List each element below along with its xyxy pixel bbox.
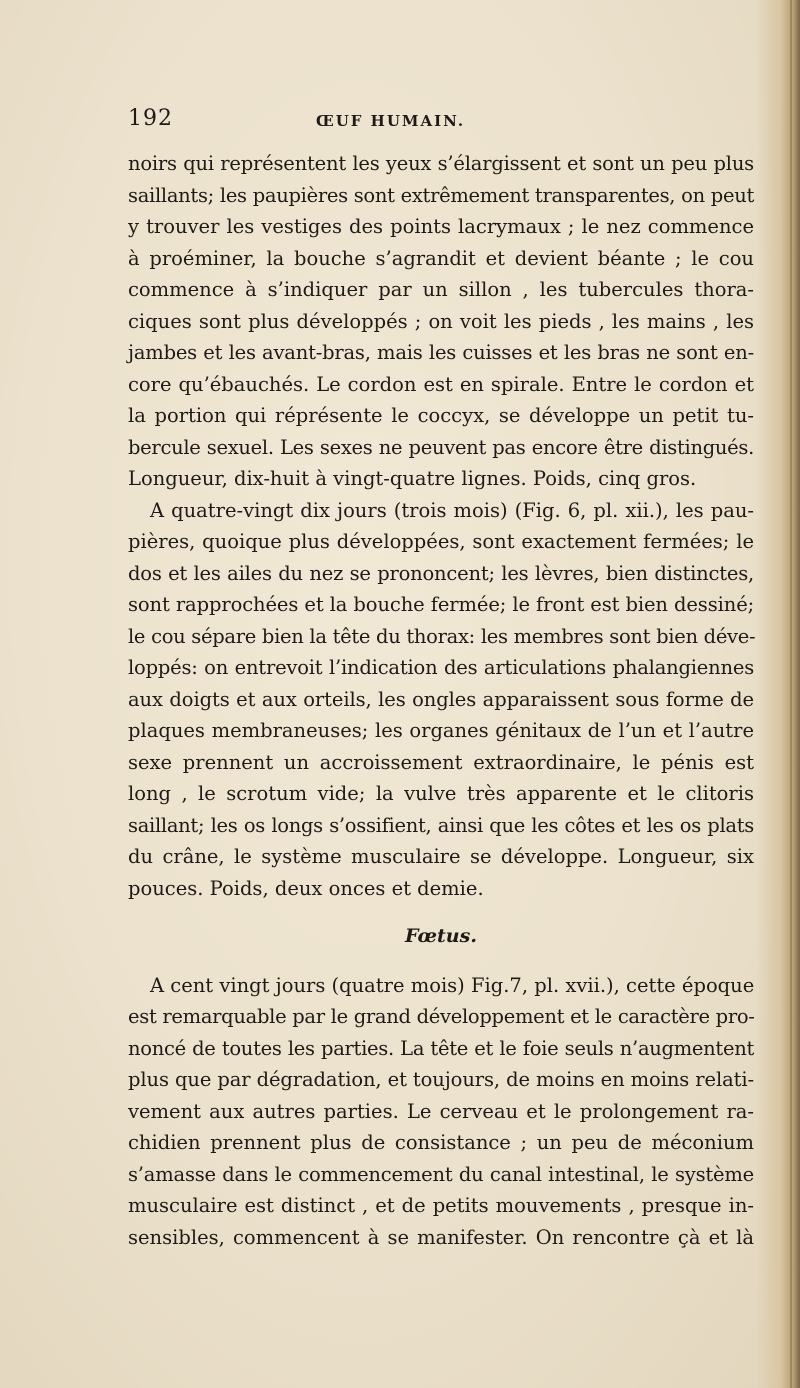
text-line: le cou sépare bien la tête du thorax: les membres sont bien déve- — [128, 624, 756, 648]
text-line: la portion qui réprésente le coccyx, se développe un petit tu- — [128, 404, 754, 427]
text-line: Longueur, dix-huit à vingt-quatre lignes. Poids, cinq gros. — [128, 467, 697, 490]
section-title: Fœtus. — [405, 925, 477, 947]
text-line: ciques sont plus développés ; on voit les pieds , les mains , les — [128, 309, 754, 333]
text-line: saillant; les os longs s’ossifient, ainsi que les côtes et les os plats — [128, 813, 754, 837]
paragraph-2 — [128, 495, 754, 905]
text-line: à proéminer, la bouche s’agrandit et devient béante ; le cou — [128, 246, 754, 270]
text-line: sensibles, commencent à se manifester. On rencontre çà et là — [128, 1225, 754, 1249]
text-line: loppés: on entrevoit l’indication des articulations phalangiennes — [128, 656, 754, 679]
text-line: vement aux autres parties. Le cerveau et le prolongement ra- — [128, 1099, 754, 1123]
page-number: 192 — [128, 106, 173, 131]
text-line: sont rapprochées et la bouche fermée; le front est bien dessiné; — [128, 593, 755, 616]
text-line: s’amasse dans le commencement du canal intestinal, le système — [128, 1162, 754, 1186]
page-edge-shadow — [756, 0, 800, 1388]
paragraph-3 — [128, 970, 754, 1254]
running-head: ŒUF HUMAIN. — [316, 112, 466, 130]
text-line: commence à s’indiquer par un sillon , les tubercules thora- — [128, 278, 754, 301]
page-edge-line — [790, 0, 792, 1388]
text-line: musculaire est distinct , et de petits mouvements , presque in- — [128, 1194, 754, 1217]
body-text — [128, 148, 754, 1253]
text-line: long , le scrotum vide; la vulve très apparente et le clitoris — [128, 782, 754, 805]
paragraph-1 — [128, 148, 754, 495]
text-line: y trouver les vestiges des points lacrymaux ; le nez commence — [128, 215, 754, 238]
text-line: plaques membraneuses; les organes génitaux de l’un et l’autre — [128, 719, 754, 742]
text-line: A quatre-vingt dix jours (trois mois) (Fig. 6, pl. xii.), les pau- — [150, 498, 754, 522]
text-line: est remarquable par le grand développement et le caractère pro- — [128, 1005, 755, 1028]
text-line: pouces. Poids, deux onces et demie. — [128, 876, 484, 900]
text-line: du crâne, le système musculaire se développe. Longueur, six — [128, 845, 754, 868]
text-line: core qu’ébauchés. Le cordon est en spirale. Entre le cordon et — [128, 372, 754, 396]
text-line: sexe prennent un accroissement extraordinaire, le pénis est — [128, 750, 754, 774]
spacer — [128, 953, 754, 970]
text-line: chidien prennent plus de consistance ; un peu de méconium — [128, 1131, 754, 1154]
page-header — [128, 106, 754, 136]
spacer — [128, 904, 754, 921]
text-line: noncé de toutes les parties. La tête et le foie seuls n’augmentent — [128, 1036, 754, 1060]
text-line: noirs qui représentent les yeux s’élargissent et sont un peu plus — [128, 152, 754, 175]
text-line: plus que par dégradation, et toujours, de moins en moins relati- — [128, 1068, 754, 1091]
text-line: A cent vingt jours (quatre mois) Fig.7, pl. xvii.), cette époque — [150, 973, 755, 997]
text-line: jambes et les avant-bras, mais les cuisses et les bras ne sont en- — [128, 341, 754, 364]
text-line: saillants; les paupières sont extrêmement transparentes, on peut — [128, 183, 754, 207]
text-line: bercule sexuel. Les sexes ne peuvent pas encore être distingués. — [128, 435, 754, 459]
text-line: aux doigts et aux orteils, les ongles apparaissent sous forme de — [128, 687, 754, 711]
text-line: pières, quoique plus développées, sont exactement fermées; le — [128, 530, 754, 553]
text-line: dos et les ailes du nez se prononcent; les lèvres, bien distinctes, — [128, 561, 754, 585]
